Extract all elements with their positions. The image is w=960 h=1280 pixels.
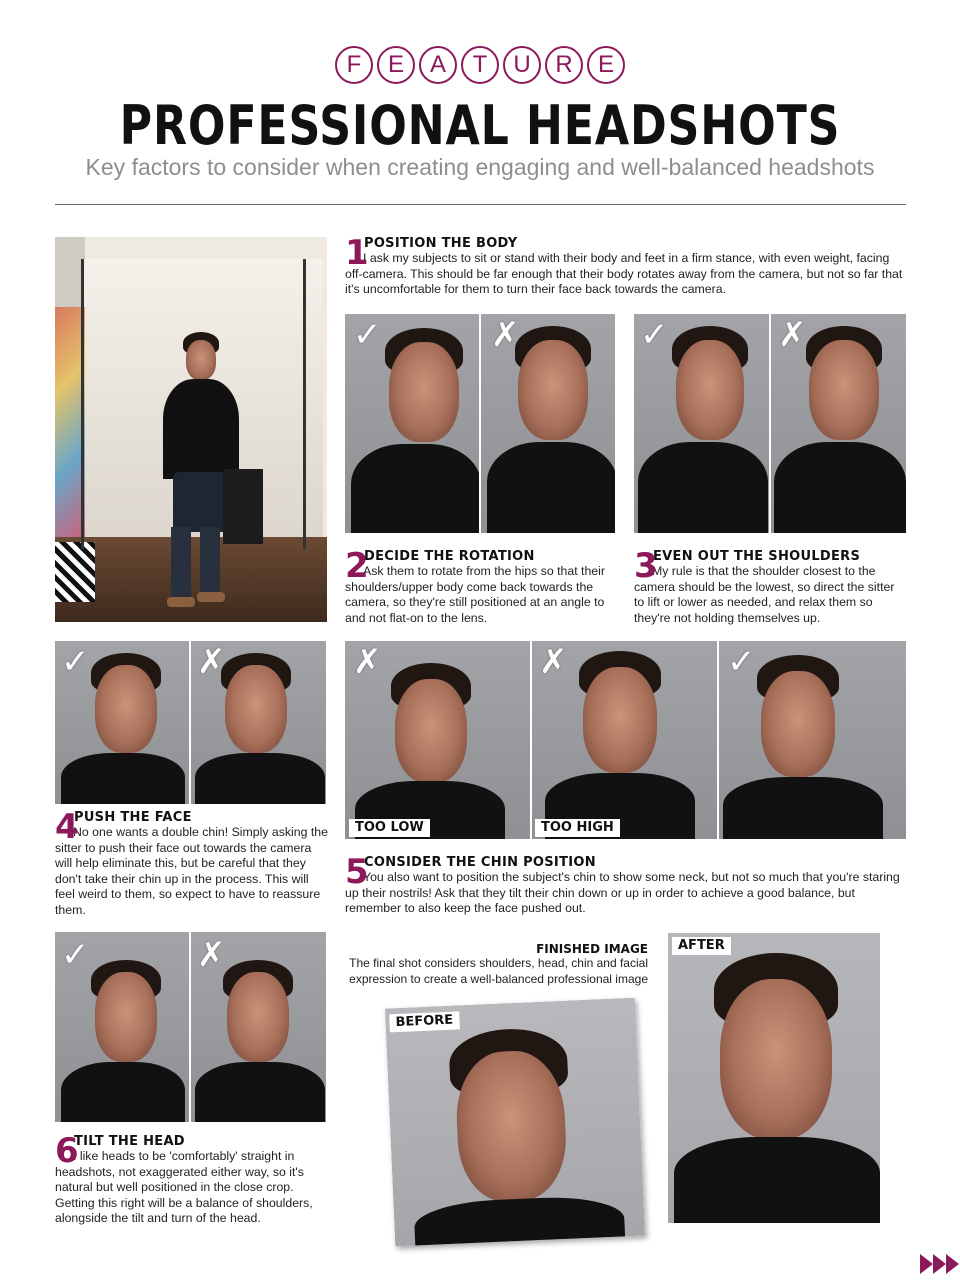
- cross-icon: ✗: [197, 935, 226, 975]
- feature-letter: F: [335, 46, 373, 84]
- step-title: POSITION THE BODY: [364, 236, 518, 251]
- rotation-photo-pair: [345, 314, 615, 533]
- feature-letter: E: [587, 46, 625, 84]
- push-face-photo-pair: [55, 641, 326, 804]
- step-body: You also want to position the subject's chin to show some neck, but not so much that you're staring up their nostrils! Ask that they tilt their chin down or up in order to achieve a good balance, but remember to also keep the face pushed out.: [345, 870, 900, 915]
- step-number: 3: [634, 546, 658, 586]
- next-page-arrows-icon[interactable]: [920, 1254, 959, 1274]
- feature-letter: A: [419, 46, 457, 84]
- step-1: [345, 233, 905, 298]
- finished-image-caption: [340, 942, 648, 987]
- cross-icon: ✗: [353, 642, 382, 682]
- cross-icon: ✗: [197, 642, 226, 682]
- check-icon: ✓: [640, 315, 669, 355]
- shoulders-photo-pair: [634, 314, 906, 533]
- studio-setup-photo: [55, 237, 327, 622]
- too-high-label: TOO HIGH: [535, 819, 620, 837]
- finished-image-title: FINISHED IMAGE: [536, 942, 648, 956]
- step-3: [634, 546, 906, 626]
- cross-icon: ✗: [539, 642, 568, 682]
- step-number: 2: [345, 546, 369, 586]
- step-body: Ask them to rotate from the hips so that their shoulders/upper body come back towards the camera, so they're still positioned at an angle to and not flat-on to the lens.: [345, 564, 605, 625]
- header-divider: [55, 204, 906, 205]
- check-icon: ✓: [61, 935, 90, 975]
- feature-letter: U: [503, 46, 541, 84]
- step-title: CONSIDER THE CHIN POSITION: [364, 855, 596, 870]
- tilt-head-photo-pair: [55, 932, 326, 1122]
- check-icon: ✓: [353, 315, 382, 355]
- step-title: EVEN OUT THE SHOULDERS: [653, 549, 861, 564]
- step-body: No one wants a double chin! Simply asking the sitter to push their face out towards the camera will help eliminate this, but be careful that they don't take their chin up in the process. This will feel weird to them, so expect to have to reassure them.: [55, 825, 328, 917]
- after-photo: [668, 933, 880, 1223]
- feature-letter: R: [545, 46, 583, 84]
- after-label: AFTER: [672, 937, 731, 955]
- cross-icon: ✗: [491, 315, 520, 355]
- step-title: TILT THE HEAD: [74, 1134, 185, 1149]
- too-low-label: TOO LOW: [349, 819, 430, 837]
- step-number: 5: [345, 852, 369, 892]
- feature-kicker: [0, 46, 960, 84]
- check-icon: ✓: [61, 642, 90, 682]
- step-title: DECIDE THE ROTATION: [364, 549, 535, 564]
- check-icon: ✓: [727, 642, 756, 682]
- feature-letter: E: [377, 46, 415, 84]
- page-subtitle: Key factors to consider when creating engaging and well-balanced headshots: [85, 154, 875, 180]
- step-title: PUSH THE FACE: [74, 810, 192, 825]
- step-2: [345, 546, 620, 626]
- finished-image-body: The final shot considers shoulders, head, chin and facial expression to create a well-balanced professional image: [349, 956, 648, 986]
- step-body: My rule is that the shoulder closest to the camera should be the lowest, so direct the sitter to lift or lower as needed, and relax them so they're not holding themselves up.: [634, 564, 895, 625]
- feature-letter: T: [461, 46, 499, 84]
- cross-icon: ✗: [778, 315, 807, 355]
- page-title: PROFESSIONAL HEADSHOTS: [119, 94, 841, 157]
- step-body: I ask my subjects to sit or stand with their body and feet in a firm stance, with even weight, facing off-camera. This should be far enough that their body rotates away from the camera, but not so far that it's uncomfortable for them to turn their face back towards the camera.: [345, 251, 903, 296]
- step-number: 4: [55, 807, 79, 847]
- step-body: I like heads to be 'comfortably' straight in headshots, not exaggerated either way, so it's natural but well positioned in the close crop. Getting this right will be a balance of shoulders, alongside the tilt and turn of the head.: [55, 1149, 313, 1225]
- before-photo: [385, 998, 645, 1247]
- before-label: BEFORE: [389, 1011, 459, 1032]
- step-5: [345, 852, 906, 917]
- chin-position-photo-row: [345, 641, 906, 839]
- step-number: 1: [345, 233, 369, 273]
- step-number: 6: [55, 1131, 79, 1171]
- step-6: [55, 1131, 329, 1227]
- step-4: [55, 807, 329, 918]
